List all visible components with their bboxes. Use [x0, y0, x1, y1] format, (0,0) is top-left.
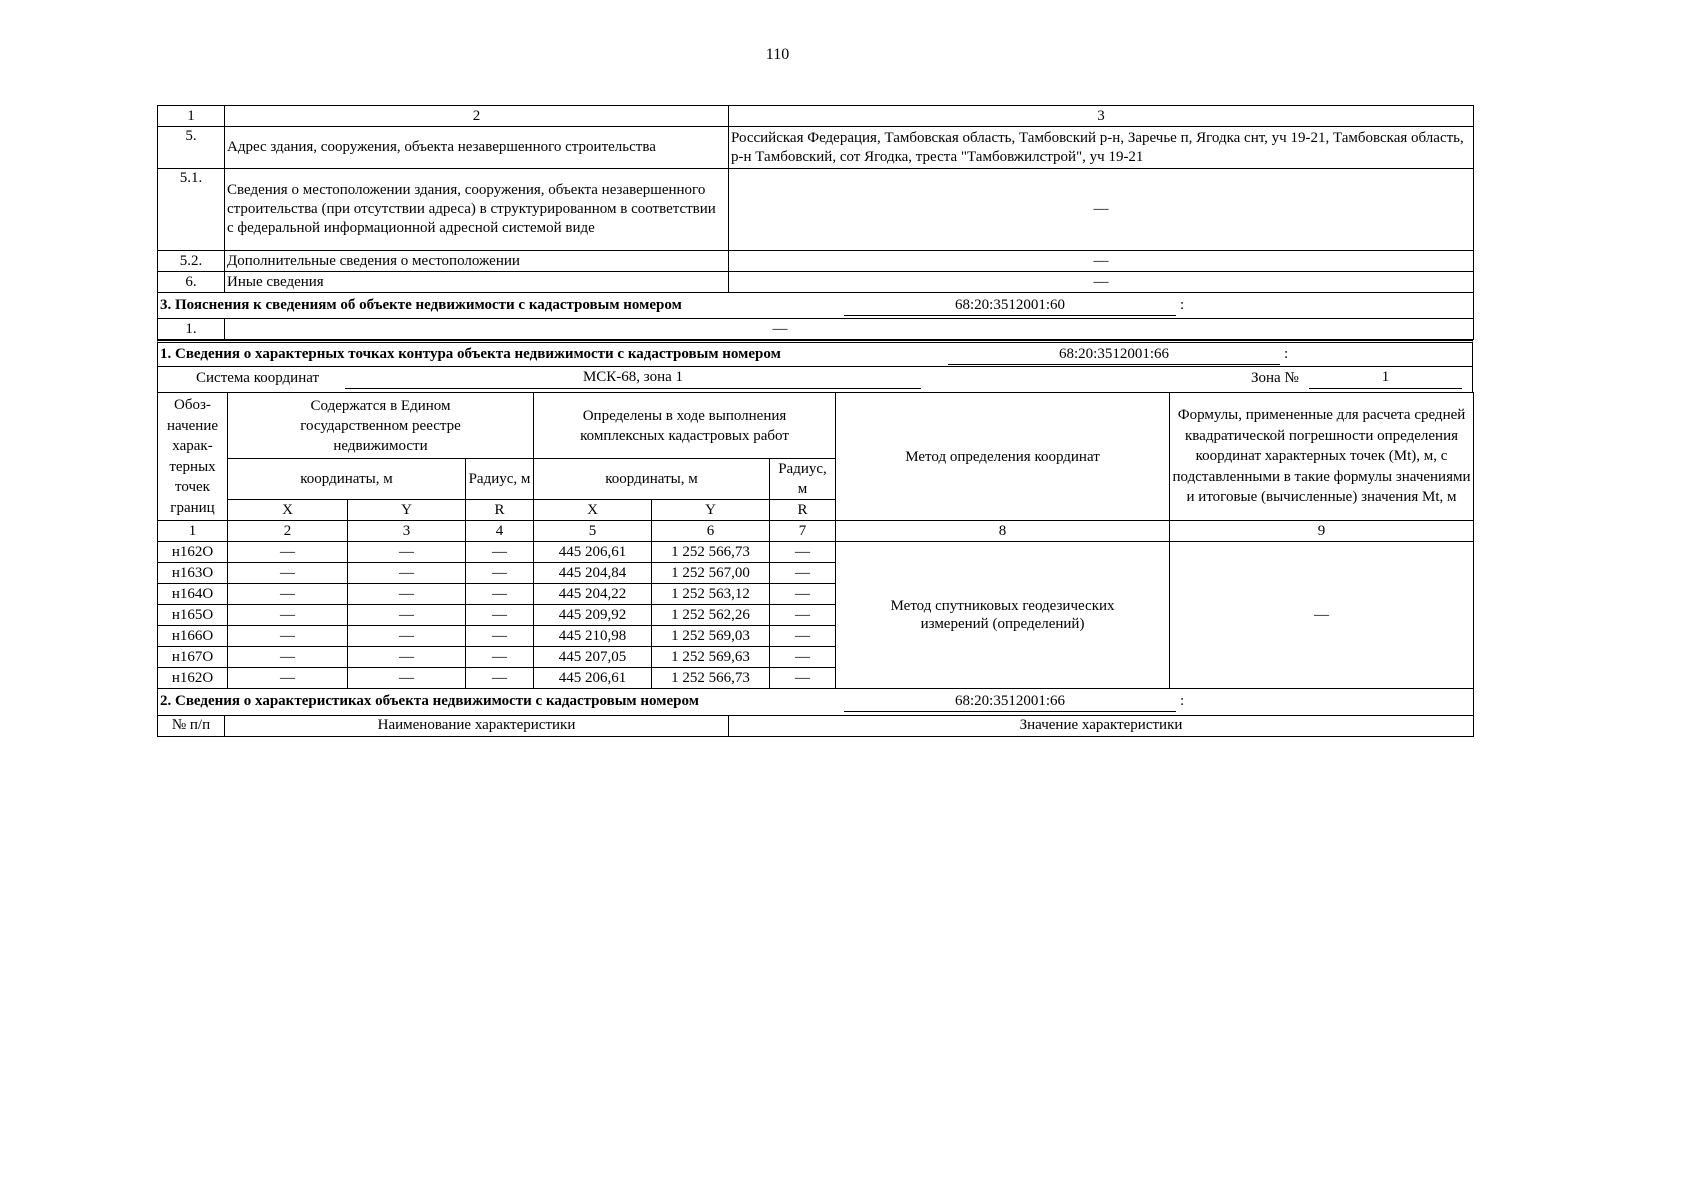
table-row [158, 169, 1474, 251]
point-kkr-x: 445 204,84 [534, 563, 652, 584]
point-egrn-r: — [466, 605, 534, 626]
point-kkr-r: — [770, 605, 836, 626]
row-number: 6. [158, 272, 225, 293]
point-designation: н167О [158, 647, 228, 668]
section2-header [158, 689, 1474, 715]
coordinate-system-row [157, 367, 1473, 392]
document-body [157, 105, 1473, 737]
point-kkr-y: 1 252 566,73 [652, 542, 770, 563]
point-egrn-y: — [348, 542, 466, 563]
section3-header-cell [158, 293, 1474, 319]
col-number-8: 8 [836, 521, 1170, 542]
header-characteristic-name: Наименование характеристики [225, 715, 729, 736]
header-kkr-y: Y [652, 500, 770, 521]
table-row [158, 251, 1474, 272]
point-kkr-x: 445 206,61 [534, 542, 652, 563]
point-designation: н164О [158, 584, 228, 605]
point-designation: н165О [158, 605, 228, 626]
col-number-1: 1 [158, 106, 225, 127]
point-egrn-x: — [228, 668, 348, 689]
row-name: Сведения о местоположении здания, сооружения, объекта незавершенного строительства (при отсутствии адреса) в структурированном в соответствии с федеральной информационной адресной системой виде [225, 169, 729, 251]
point-kkr-y: 1 252 569,03 [652, 626, 770, 647]
row-name: Адрес здания, сооружения, объекта незавершенного строительства [225, 127, 729, 169]
point-egrn-x: — [228, 626, 348, 647]
section2-header-cell [158, 689, 1474, 715]
point-egrn-y: — [348, 584, 466, 605]
point-kkr-y: 1 252 562,26 [652, 605, 770, 626]
row-name: Иные сведения [225, 272, 729, 293]
header-egrn-radius: Радиус, м [466, 459, 534, 500]
section3-header [158, 293, 1474, 319]
zone-label: Зона № [1251, 370, 1299, 386]
header-row-1 [158, 393, 1474, 459]
section2-cadastral-number: 68:20:3512001:66 [844, 692, 1176, 712]
point-egrn-x: — [228, 542, 348, 563]
row-value: — [225, 319, 1474, 340]
col-number-5: 5 [534, 521, 652, 542]
row-value: — [729, 272, 1474, 293]
formula-value: — [1170, 542, 1474, 689]
points-table [157, 392, 1474, 689]
section3-colon: : [1180, 296, 1185, 313]
header-egrn-r: R [466, 500, 534, 521]
col-number-6: 6 [652, 521, 770, 542]
point-designation: н162О [158, 668, 228, 689]
point-egrn-r: — [466, 647, 534, 668]
point-kkr-r: — [770, 668, 836, 689]
section1-header [157, 340, 1473, 367]
row-number: 1. [158, 319, 225, 340]
table-row [158, 319, 1474, 340]
point-egrn-y: — [348, 647, 466, 668]
point-kkr-x: 445 206,61 [534, 668, 652, 689]
section1-colon: : [1284, 346, 1289, 362]
column-number-row [158, 106, 1474, 127]
point-egrn-x: — [228, 563, 348, 584]
point-kkr-r: — [770, 626, 836, 647]
col-number-3: 3 [729, 106, 1474, 127]
header-kkr-r: R [770, 500, 836, 521]
characteristics-table [157, 689, 1474, 737]
header-kkr: Определены в ходе выполнения комплексных кадастровых работ [534, 393, 836, 459]
header-egrn-x: X [228, 500, 348, 521]
address-table [157, 105, 1474, 340]
column-number-row [158, 521, 1474, 542]
characteristics-header-row [158, 715, 1474, 736]
row-number: 5.1. [158, 169, 225, 251]
point-kkr-r: — [770, 647, 836, 668]
point-kkr-x: 445 209,92 [534, 605, 652, 626]
point-kkr-x: 445 204,22 [534, 584, 652, 605]
header-num: № п/п [158, 715, 225, 736]
row-number: 5.2. [158, 251, 225, 272]
point-kkr-y: 1 252 569,63 [652, 647, 770, 668]
coord-system-value: МСК-68, зона 1 [345, 367, 921, 389]
point-kkr-x: 445 207,05 [534, 647, 652, 668]
coord-system-label: Система координат [196, 370, 320, 386]
section2-title: 2. Сведения о характеристиках объекта недвижимости с кадастровым номером [160, 692, 699, 709]
header-egrn-y: Y [348, 500, 466, 521]
col-number-1: 1 [158, 521, 228, 542]
header-kkr-radius: Радиус, м [770, 459, 836, 500]
header-characteristic-value: Значение характеристики [729, 715, 1474, 736]
point-egrn-x: — [228, 584, 348, 605]
section1-title: 1. Сведения о характерных точках контура объекта недвижимости с кадастровым номером [160, 346, 781, 362]
point-egrn-y: — [348, 668, 466, 689]
point-kkr-r: — [770, 563, 836, 584]
point-kkr-y: 1 252 567,00 [652, 563, 770, 584]
point-egrn-r: — [466, 563, 534, 584]
section3-title: 3. Пояснения к сведениям об объекте недвижимости с кадастровым номером [160, 296, 682, 313]
zone-value: 1 [1309, 367, 1462, 389]
section3-cadastral-number: 68:20:3512001:60 [844, 296, 1176, 316]
point-designation: н166О [158, 626, 228, 647]
header-designation: Обоз-начение харак-терных точек границ [158, 393, 228, 521]
point-kkr-x: 445 210,98 [534, 626, 652, 647]
section2-colon: : [1180, 692, 1185, 709]
point-egrn-r: — [466, 542, 534, 563]
row-value: — [729, 251, 1474, 272]
point-kkr-r: — [770, 584, 836, 605]
point-egrn-x: — [228, 605, 348, 626]
point-egrn-r: — [466, 668, 534, 689]
header-kkr-x: X [534, 500, 652, 521]
col-number-7: 7 [770, 521, 836, 542]
row-name: Дополнительные сведения о местоположении [225, 251, 729, 272]
col-number-2: 2 [228, 521, 348, 542]
header-egrn-coords: координаты, м [228, 459, 466, 500]
header-formula: Формулы, примененные для расчета средней квадратической погрешности определения координат характерных точек (Mt), м, с подставленными в такие формулы значениями и итоговые (вычисленные) значения Mt, м [1170, 393, 1474, 521]
header-kkr-coords: координаты, м [534, 459, 770, 500]
point-row [158, 542, 1474, 563]
point-kkr-r: — [770, 542, 836, 563]
row-value: — [729, 169, 1474, 251]
header-egrn: Содержатся в Едином государственном реестре недвижимости [228, 393, 534, 459]
point-egrn-r: — [466, 584, 534, 605]
point-egrn-r: — [466, 626, 534, 647]
point-egrn-x: — [228, 647, 348, 668]
col-number-4: 4 [466, 521, 534, 542]
point-designation: н162О [158, 542, 228, 563]
point-egrn-y: — [348, 605, 466, 626]
point-designation: н163О [158, 563, 228, 584]
method-value: Метод спутниковых геодезических измерений (определений) [836, 542, 1170, 689]
col-number-3: 3 [348, 521, 466, 542]
col-number-9: 9 [1170, 521, 1474, 542]
point-kkr-y: 1 252 566,73 [652, 668, 770, 689]
point-kkr-y: 1 252 563,12 [652, 584, 770, 605]
point-egrn-y: — [348, 563, 466, 584]
point-egrn-y: — [348, 626, 466, 647]
row-value: Российская Федерация, Тамбовская область, Тамбовский р-н, Заречье п, Ягодка снт, уч 19-21, Тамбовская область, р-н Тамбовский, сот Ягодка, треста "Тамбовжилстрой", уч 19-21 [729, 127, 1474, 169]
page-number: 110 [765, 46, 790, 63]
row-number: 5. [158, 127, 225, 169]
col-number-2: 2 [225, 106, 729, 127]
section1-cadastral-number: 68:20:3512001:66 [948, 345, 1280, 365]
table-row [158, 127, 1474, 169]
table-row [158, 272, 1474, 293]
header-method: Метод определения координат [836, 393, 1170, 521]
